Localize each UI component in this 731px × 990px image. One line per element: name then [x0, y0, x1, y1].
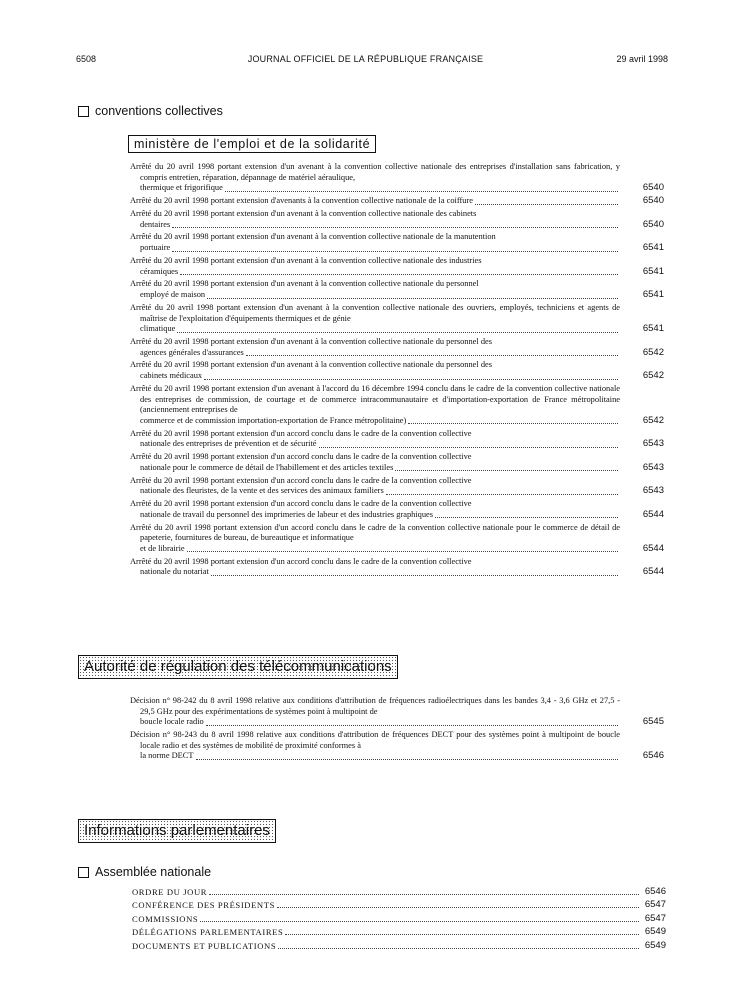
entry-page-number: 6540: [642, 195, 664, 207]
toc-item-label: COMMISSIONS: [132, 913, 199, 924]
telecom-entry-list: [130, 696, 664, 764]
entry-last-line: [130, 486, 620, 497]
entry-last-line: [130, 510, 620, 521]
entry-last-line: [130, 416, 620, 427]
dot-leader: [187, 550, 618, 552]
entry-text-end: nationale du notariat: [140, 567, 209, 577]
entry-page-number: 6543: [642, 461, 664, 473]
dot-leader: [475, 203, 618, 205]
checkbox-square-icon: [78, 867, 89, 878]
entry-last-line: [130, 324, 620, 335]
entry-last-line: [130, 243, 620, 254]
dot-leader: [172, 250, 618, 252]
dot-leader: [196, 758, 619, 760]
toc-item: [132, 924, 666, 938]
entry-text-end: employé de maison: [140, 290, 206, 300]
toc-entry: [130, 337, 664, 358]
subsection-title: Assemblée nationale: [95, 865, 212, 879]
entry-text-end: boucle locale radio: [140, 717, 204, 727]
entry-page-number: 6544: [642, 566, 664, 578]
entry-text-end: Arrêté du 20 avril 1998 portant extension d'avenants à la convention collective nationale de la coiffure: [130, 196, 473, 206]
entry-last-line: [130, 717, 620, 728]
toc-item-page-number: 6549: [644, 926, 666, 937]
entry-text-end: dentaires: [140, 219, 171, 229]
entry-text-end: commerce et de commission importation-exportation de France métropolitaine): [140, 415, 407, 425]
entry-last-line: [130, 196, 620, 207]
toc-item-page-number: 6547: [644, 912, 666, 924]
toc-item-page-number: 6547: [644, 899, 666, 910]
section-heading-conventions: [78, 104, 223, 118]
toc-entry: [130, 557, 664, 578]
entry-page-number: 6543: [642, 438, 664, 450]
entry-text: Arrêté du 20 avril 1998 portant extension d'un avenant à la convention collective nationale des entreprises d'installation sans fabrication, y compris entretien, réparation, dépannage de matériel aéraulique,: [130, 162, 620, 182]
checkbox-square-icon: [78, 106, 89, 117]
dot-leader: [204, 378, 618, 380]
entry-last-line: [130, 267, 620, 278]
entry-last-line: [130, 439, 620, 450]
entry-page-number: 6543: [642, 485, 664, 497]
toc-entry: [130, 196, 664, 207]
toc-entry: [130, 476, 664, 497]
entry-text-end: céramiques: [140, 266, 179, 276]
toc-entry: [130, 452, 664, 473]
entry-last-line: [130, 567, 620, 578]
entry-page-number: 6542: [642, 414, 664, 426]
entry-text-end: thermique et frigorifique: [140, 183, 223, 193]
toc-entry: [130, 523, 664, 555]
toc-item-page-number: 6549: [644, 939, 666, 951]
entry-page-number: 6540: [642, 182, 664, 194]
entry-text: Arrêté du 20 avril 1998 portant extension d'un avenant à la convention collective nationale des cabinets: [130, 208, 477, 218]
entry-text: Arrêté du 20 avril 1998 portant extension d'un accord conclu dans le cadre de la convention collective: [130, 556, 472, 566]
toc-item-page-number: 6546: [644, 885, 666, 897]
toc-entry: [130, 162, 664, 194]
dot-leader: [209, 893, 639, 895]
section-title: conventions collectives: [95, 104, 223, 118]
dot-leader: [225, 190, 618, 192]
toc-entry: [130, 303, 664, 335]
entry-text-end: la norme DECT: [140, 751, 194, 761]
entry-text: Arrêté du 20 avril 1998 portant extension d'un avenant à la convention collective nationale du personnel des: [130, 360, 492, 370]
entry-text: Arrêté du 20 avril 1998 portant extension d'un accord conclu dans le cadre de la convention collective: [130, 452, 472, 462]
dot-leader: [177, 331, 618, 333]
entry-text-end: nationale pour le commerce de détail de l'habillement et des articles textiles: [140, 462, 394, 472]
dot-leader: [206, 724, 618, 726]
telecom-section-heading: Autorité de régulation des télécommunications: [78, 655, 398, 679]
entry-text: Arrêté du 20 avril 1998 portant extension d'un accord conclu dans le cadre de la convention collective: [130, 475, 472, 485]
dot-leader: [278, 947, 639, 949]
dot-leader: [211, 574, 618, 576]
toc-item-label: DOCUMENTS ET PUBLICATIONS: [132, 940, 277, 951]
toc-entry: [130, 279, 664, 300]
entry-text-end: nationale des fleuristes, de la vente et des services des animaux familiers: [140, 486, 384, 496]
entry-text: Arrêté du 20 avril 1998 portant extension d'un avenant à la convention collective nationale des industries: [130, 255, 482, 265]
toc-entry: [130, 499, 664, 520]
issue-date: 29 avril 1998: [616, 54, 668, 64]
dot-leader: [285, 933, 638, 935]
toc-item: [132, 897, 666, 911]
journal-title: JOURNAL OFFICIEL DE LA RÉPUBLIQUE FRANÇAISE: [247, 54, 484, 64]
entry-text-end: et de librairie: [140, 543, 185, 553]
toc-entry: [130, 384, 664, 426]
entry-page-number: 6540: [642, 218, 664, 230]
toc-entry: [130, 429, 664, 450]
entry-page-number: 6546: [642, 750, 664, 762]
toc-item: [132, 937, 666, 951]
parliament-section-heading: Informations parlementaires: [78, 819, 276, 843]
entry-text-end: cabinets médicaux: [140, 371, 203, 381]
entry-text: Arrêté du 20 avril 1998 portant extension d'un accord conclu dans le cadre de la convention collective: [130, 428, 472, 438]
entry-text-end: nationale de travail du personnel des imprimeries de labeur et des industries graphiques: [140, 509, 434, 519]
toc-item: [132, 910, 666, 924]
entry-text: Arrêté du 20 avril 1998 portant extension d'un accord conclu dans le cadre de la convention collective nationale pour le commerce de détail de papeterie, fournitures de bureau, de bureautique et informatique: [130, 522, 620, 543]
entry-text: Arrêté du 20 avril 1998 portant extension d'un avenant à la convention collective nationale des ouvriers, employés, techniciens et agents de maîtrise de l'exploitation d'équipements thermiques et de génie: [130, 302, 620, 323]
toc-item-label: CONFÉRENCE DES PRÉSIDENTS: [132, 900, 275, 910]
entry-page-number: 6541: [642, 323, 664, 335]
dot-leader: [277, 906, 639, 908]
page-number: 6508: [76, 54, 97, 64]
dot-leader: [435, 516, 618, 518]
entry-last-line: [130, 183, 620, 194]
entry-page-number: 6541: [642, 265, 664, 277]
dot-leader: [246, 354, 618, 356]
entry-text: Arrêté du 20 avril 1998 portant extension d'un avenant à la convention collective nationale du personnel: [130, 279, 479, 289]
dot-leader: [200, 920, 639, 922]
parliament-toc: [132, 883, 666, 951]
dot-leader: [319, 446, 618, 448]
entry-text-end: nationale des entreprises de prévention et de sécurité: [140, 439, 317, 449]
entry-page-number: 6541: [642, 242, 664, 254]
entry-text: Arrêté du 20 avril 1998 portant extension d'un avenant à la convention collective nationale de la manutention: [130, 232, 496, 242]
entry-page-number: 6542: [642, 370, 664, 382]
subsection-heading-assemblee: [78, 865, 211, 879]
entry-page-number: 6544: [642, 542, 664, 554]
entry-page-number: 6544: [642, 508, 664, 520]
entry-page-number: 6542: [642, 346, 664, 358]
conventions-entry-list: [130, 162, 664, 580]
entry-last-line: [130, 290, 620, 301]
dot-leader: [207, 297, 618, 299]
entry-last-line: [130, 463, 620, 474]
toc-entry: [130, 730, 664, 762]
entry-text: Arrêté du 20 avril 1998 portant extension d'un accord conclu dans le cadre de la convention collective: [130, 499, 472, 509]
dot-leader: [172, 226, 618, 228]
toc-item-label: ORDRE DU JOUR: [132, 886, 208, 897]
dot-leader: [395, 469, 618, 471]
ministry-heading: ministère de l'emploi et de la solidarité: [128, 135, 376, 153]
entry-text-end: climatique: [140, 324, 176, 334]
entry-page-number: 6541: [642, 289, 664, 301]
page-header: [0, 54, 731, 68]
toc-entry: [130, 256, 664, 277]
entry-text: Décision n° 98-242 du 8 avril 1998 relative aux conditions d'attribution de fréquences radioélectriques dans les bandes 3,4 - 3,6 GHz et 27,5 - 29,5 GHz pour des expérimentations de systèmes point à multipoint de: [130, 696, 620, 716]
entry-text-end: agences générales d'assurances: [140, 347, 244, 357]
entry-last-line: [130, 348, 620, 359]
entry-last-line: [130, 544, 620, 555]
dot-leader: [386, 493, 618, 495]
dot-leader: [408, 422, 618, 424]
toc-item-label: DÉLÉGATIONS PARLEMENTAIRES: [132, 927, 284, 937]
entry-page-number: 6545: [642, 716, 664, 728]
entry-text-end: portuaire: [140, 243, 171, 253]
toc-entry: [130, 696, 664, 728]
entry-last-line: [130, 371, 620, 382]
toc-entry: [130, 360, 664, 381]
entry-text: Arrêté du 20 avril 1998 portant extension d'un avenant à la convention collective nationale du personnel des: [130, 336, 492, 346]
entry-last-line: [130, 751, 620, 762]
toc-entry: [130, 232, 664, 253]
toc-item: [132, 883, 666, 897]
toc-entry: [130, 209, 664, 230]
entry-last-line: [130, 220, 620, 231]
entry-text: Décision n° 98-243 du 8 avril 1998 relative aux conditions d'attribution de fréquences DECT pour des systèmes point à multipoint de boucle locale radio et des systèmes de mobilité de proximité conformes à: [130, 730, 620, 750]
entry-text: Arrêté du 20 avril 1998 portant extension d'un avenant à l'accord du 16 décembre 1994 conclu dans le cadre de la convention collective nationale des entreprises de commission, de courtage et de commerce intracommunautaire et d'importation-exportation de France métropolitaine (anciennement entreprises de: [130, 383, 620, 415]
dot-leader: [180, 273, 618, 275]
